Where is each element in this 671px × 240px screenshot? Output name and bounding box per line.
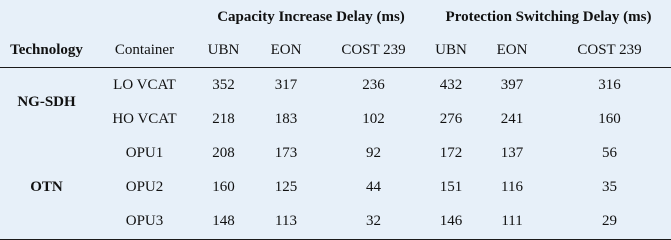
table-row xyxy=(0,136,671,170)
capacity-ubn-cell: 218 xyxy=(212,110,235,127)
column-header-row xyxy=(0,34,671,68)
empty-header-cell xyxy=(0,0,93,34)
technology-column-header: Technology xyxy=(0,34,93,68)
capacity-ubn-header: UBN xyxy=(196,34,251,68)
capacity-cost239-header: COST 239 xyxy=(321,34,426,68)
capacity-cost239-cell: 102 xyxy=(362,110,385,127)
protection-cost239-cell: 316 xyxy=(598,76,621,93)
capacity-ubn-cell: 160 xyxy=(212,178,235,195)
capacity-eon-cell: 113 xyxy=(275,212,297,229)
capacity-eon-cell: 183 xyxy=(274,110,298,127)
capacity-ubn-cell: 208 xyxy=(212,144,235,161)
technology-cell: OTN xyxy=(30,178,63,195)
container-cell: HO VCAT xyxy=(112,110,177,127)
protection-eon-cell: 397 xyxy=(500,76,524,93)
table-row xyxy=(0,170,671,204)
container-cell: OPU1 xyxy=(125,144,164,161)
capacity-cost239-cell: 32 xyxy=(366,212,381,229)
protection-eon-cell: 111 xyxy=(501,212,523,229)
protection-ubn-cell: 432 xyxy=(439,76,463,93)
capacity-cost239-cell: 92 xyxy=(366,144,381,161)
empty-header-cell xyxy=(93,0,196,34)
group-header-row xyxy=(0,0,671,34)
capacity-cost239-cell: 44 xyxy=(366,178,381,195)
container-cell: OPU2 xyxy=(125,178,164,195)
table-row xyxy=(0,204,671,238)
protection-eon-header: EON xyxy=(476,34,548,68)
capacity-ubn-cell: 148 xyxy=(212,212,235,229)
capacity-eon-cell: 317 xyxy=(274,76,298,93)
protection-cost239-header: COST 239 xyxy=(548,34,671,68)
protection-cost239-cell: 35 xyxy=(602,178,618,195)
protection-cost239-cell: 160 xyxy=(598,110,621,127)
protection-ubn-header: UBN xyxy=(426,34,476,68)
protection-ubn-cell: 172 xyxy=(439,144,463,161)
protection-ubn-cell: 146 xyxy=(439,212,463,229)
capacity-eon-cell: 173 xyxy=(274,144,298,161)
protection-ubn-cell: 151 xyxy=(439,178,463,195)
protection-cost239-cell: 56 xyxy=(602,144,618,161)
capacity-increase-header: Capacity Increase Delay (ms) xyxy=(217,8,405,25)
protection-cost239-cell: 29 xyxy=(602,212,618,229)
container-cell: LO VCAT xyxy=(113,76,176,93)
protection-switching-header: Protection Switching Delay (ms) xyxy=(445,8,652,25)
protection-ubn-cell: 276 xyxy=(439,110,463,127)
protection-eon-cell: 241 xyxy=(500,110,524,127)
container-column-header: Container xyxy=(93,34,196,68)
technology-cell: NG-SDH xyxy=(17,93,76,110)
capacity-eon-cell: 125 xyxy=(274,178,298,195)
protection-eon-cell: 137 xyxy=(500,144,524,161)
protection-eon-cell: 116 xyxy=(501,178,523,195)
capacity-eon-header: EON xyxy=(251,34,321,68)
table-row xyxy=(0,102,671,136)
capacity-ubn-cell: 352 xyxy=(212,76,235,93)
capacity-cost239-cell: 236 xyxy=(362,76,385,93)
container-cell: OPU3 xyxy=(125,212,164,229)
table-row xyxy=(0,68,671,103)
